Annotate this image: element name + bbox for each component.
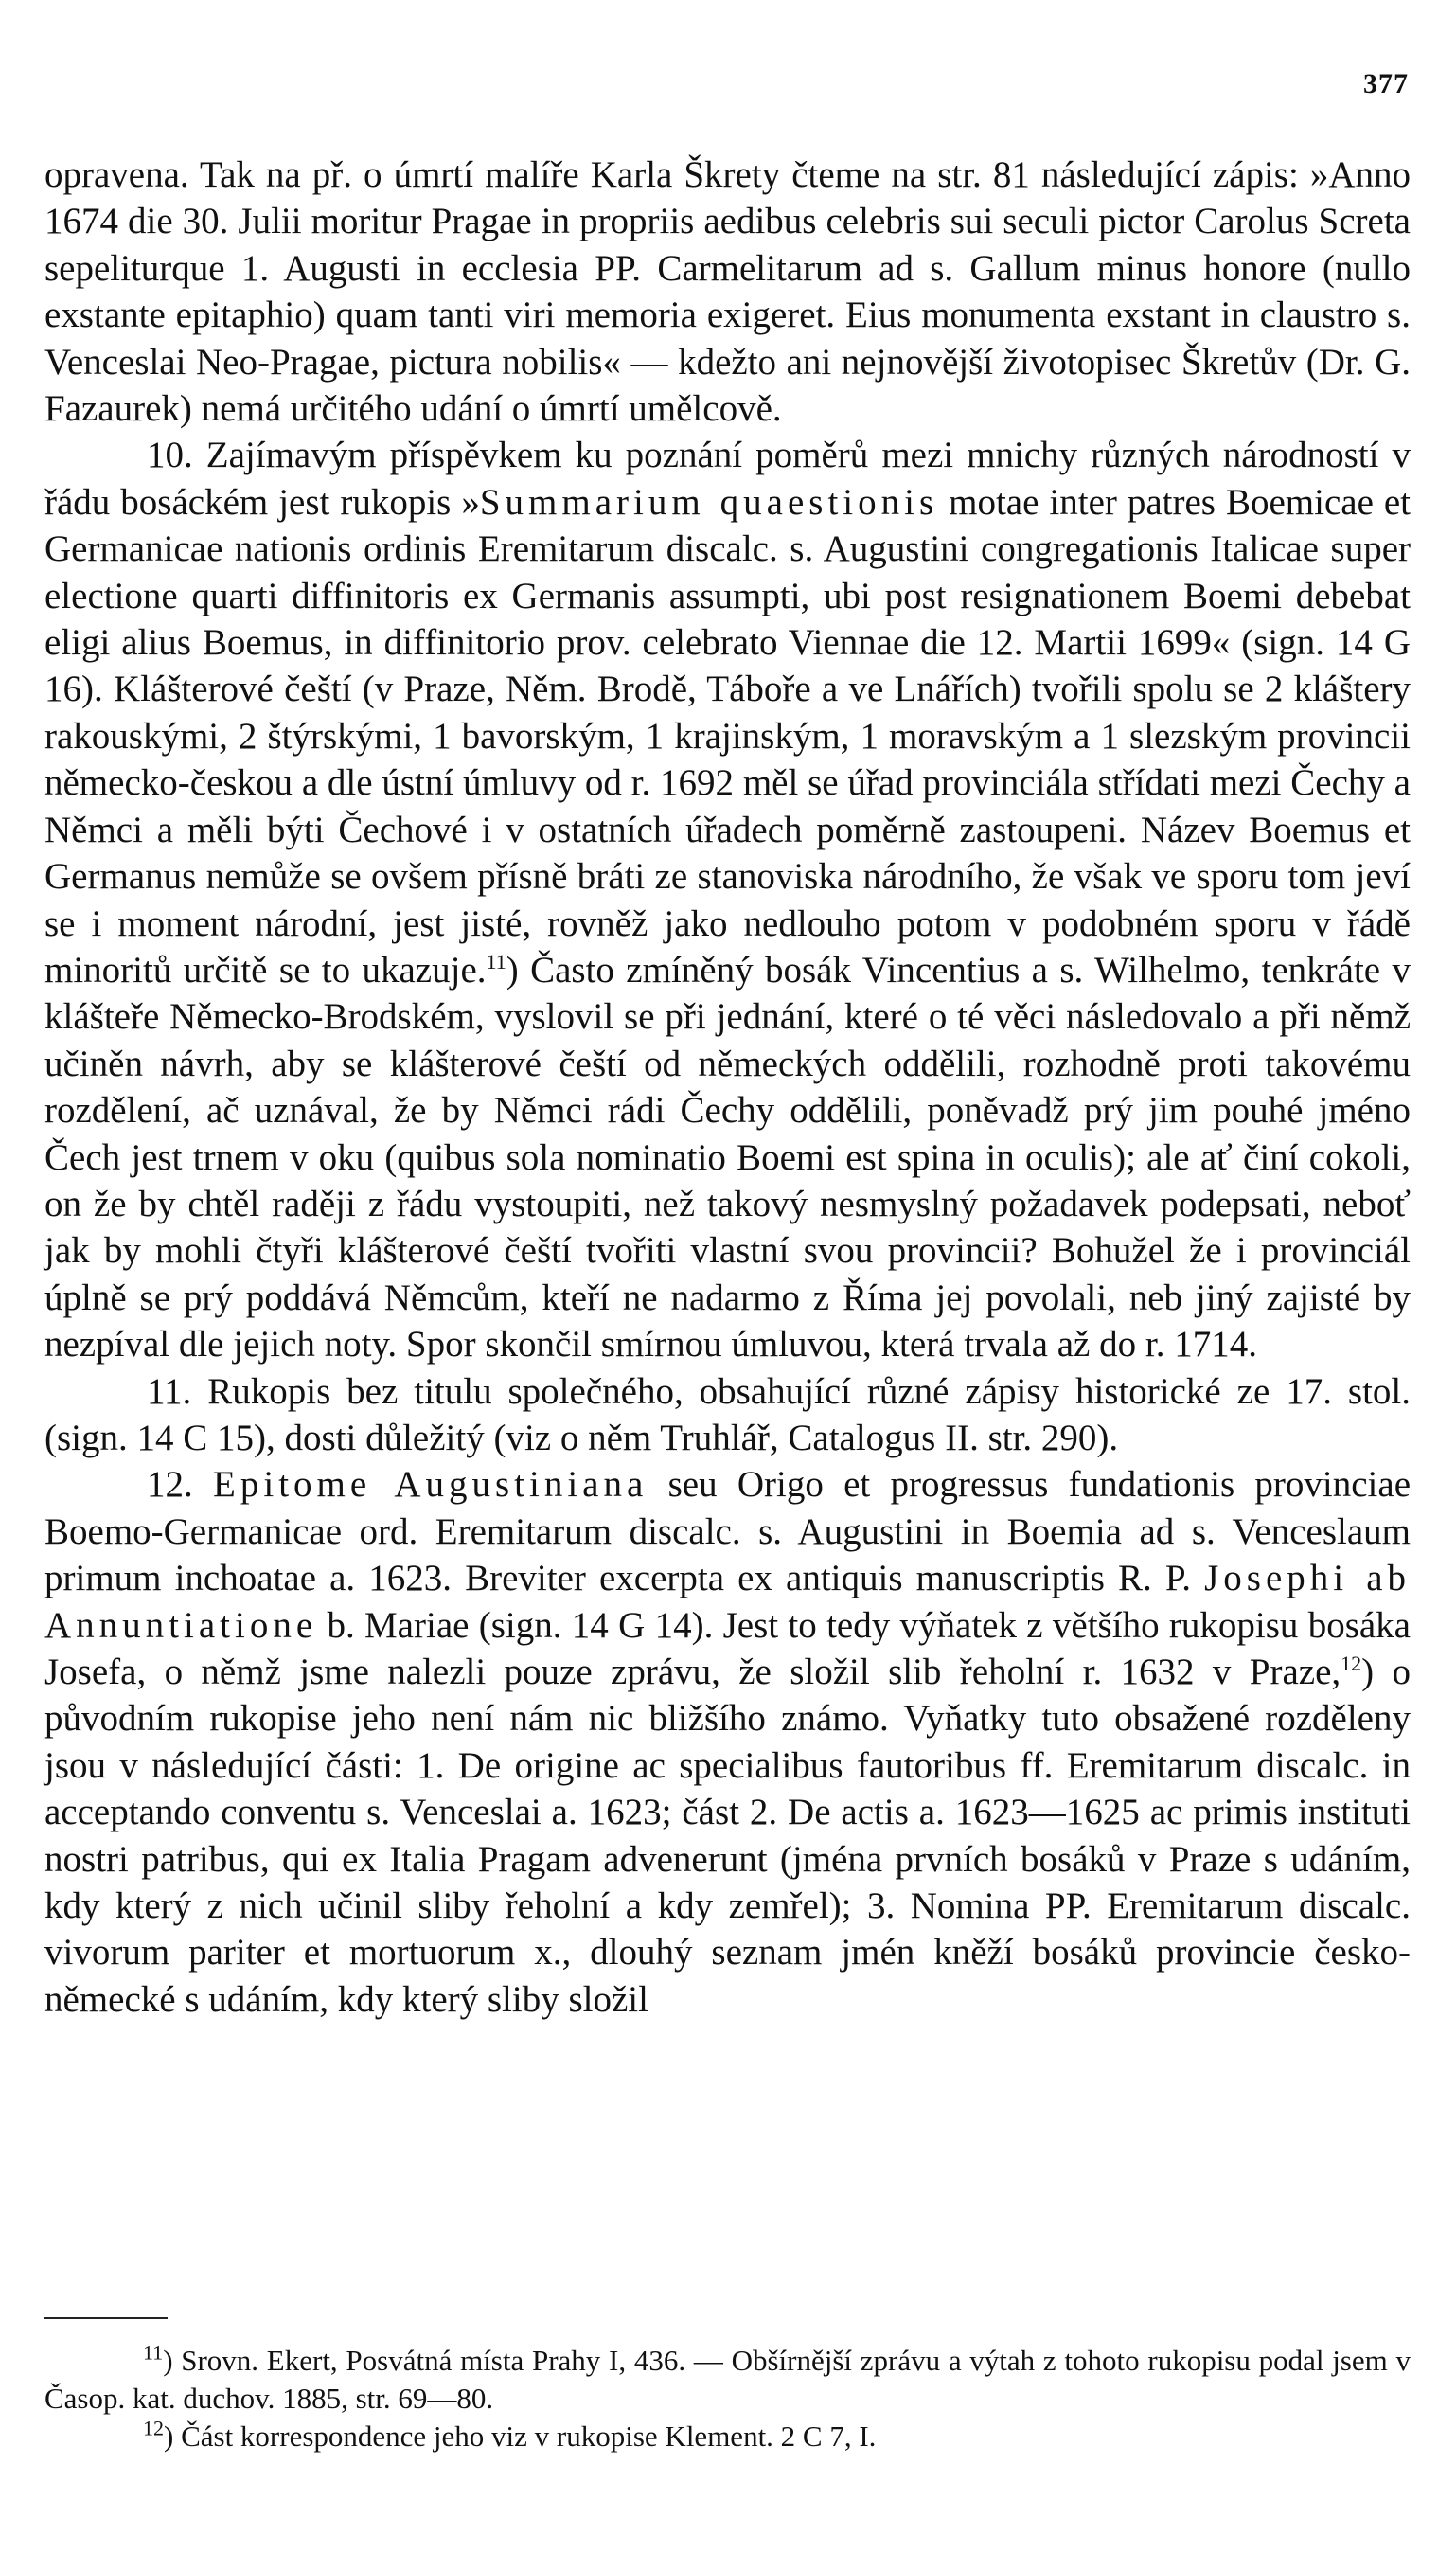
paragraph-text: 10. Zajímavým příspěvkem ku poznání poměrů mezi mnichy různých národností v řádu bosáckém jest rukopis » [44,435,1411,523]
footnote-text: ) Srovn. Ekert, Posvátná místa Prahy I, 436. — Obšírnější zprávu a výtah z tohoto rukopisu podal jsem v Časop. kat. duchov. 1885, str. 69—80. [44,2344,1411,2415]
footnote-text: ) Část korrespondence jeho viz v rukopise Klement. 2 C 7, I. [164,2420,877,2453]
footnote-mark: 11 [143,2340,164,2365]
paragraph-item-11 [44,1368,1411,1462]
footnote-mark: 12 [143,2416,164,2440]
footnote-divider [44,2317,168,2319]
footnote-12 [44,2418,1411,2456]
paragraph-text: 12. [147,1464,214,1506]
paragraph-text: 11. Rukopis bez titulu společného, obsahující různé zápisy historické ze 17. stol. (sign. 14 C 15), dosti důležitý (viz o něm Truhlář, Catalogus II. str. 290). [44,1370,1411,1458]
paragraph-text: ) o původním rukopise jeho není nám nic bližšího známo. Vyňatky tuto obsažené rozděleny jsou v následující části: 1. De origine ac specialibus fautoribus ff. Eremitarum discalc. in acceptando conventu s. Venceslai a. 1623; část 2. De actis a. 1623—1625 ac primis instituti nostri patribus, qui ex Italia Pragam advenerunt (jména prvních bosáků v Praze s udáním, kdy který z nich učinil sliby řeholní a kdy zemřel); 3. Nomina PP. Eremitarum discalc. vivorum pariter et mortuorum x., dlouhý seznam jmén kněží bosáků provincie česko-německé s udáním, kdy který sliby složil [44,1652,1411,2020]
footnote-ref: 12 [1341,1652,1362,1675]
spaced-title: Summarium quaestionis [479,481,939,523]
paragraph-item-12 [44,1461,1411,2023]
paragraph-text: b. Mariae (sign. 14 G 14). Jest to tedy výňatek z většího rukopisu bosáka Josefa, o němž jsme nalezli pouze zprávu, že složil slib řeholní r. 1632 v Praze, [44,1604,1411,1692]
main-text [44,152,1411,2023]
footnote-ref: 11 [486,949,506,973]
page-number: 377 [1363,68,1409,99]
paragraph-text: opravena. Tak na př. o úmrtí malíře Karla Škrety čteme na str. 81 následující zápis: »Anno 1674 die 30. Julii moritur Pragae in propriis aedibus celebris sui seculi pictor Carolus Screta sepeliturque 1. Augusti in ecclesia PP. Carmelitarum ad s. Gallum minus honore (nullo exstante epitaphio) quam tanti viri memoria exigeret. Eius monumenta exstant in claustro s. Venceslai Neo-Pragae, pictura nobilis« — kdežto ani nejnovější životopisec Škretův (Dr. G. Fazaurek) nemá určitého udání o úmrtí umělcově. [44,154,1411,430]
paragraph-text: motae inter patres Boemicae et Germanicae nationis ordinis Eremitarum discalc. s. Augustini congregationis Italicae super electione quarti diffinitoris ex Germanis assumpti, ubi post resignationem Boemi debebat eligi alius Boemus, in diffinitorio prov. celebrato Viennae die 12. Martii 1699« (sign. 14 G 16). Klášterové čeští (v Praze, Něm. Brodě, Táboře a ve Lnářích) tvořili spolu se 2 kláštery rakouskými, 2 štýrskými, 1 bavorským, 1 krajinským, 1 moravským a 1 slezským provincii německo-českou a dle ústní úmluvy od r. 1692 měl se úřad provinciála střídati mezi Čechy a Němci a měli býti Čechové i v ostatních úřadech poměrně zastoupeni. Název Boemus et Germanus nemůže se ovšem přísně bráti ze stanoviska národního, že však ve sporu tom jeví se i moment národní, jest jisté, rovněž jako nedlouho potom v podobném sporu v řádě minoritů určitě se to ukazuje. [44,481,1412,991]
spaced-author-name: Josephi ab Annuntiatione [44,1558,1411,1646]
spaced-title: Epitome Augustiniana [213,1464,648,1506]
footnote-11 [44,2342,1411,2418]
paragraph-text: seu Origo et progressus fundationis provinciae Boemo-Germanicae ord. Eremitarum discalc. s. Augustini in Boemia ad s. Venceslaum primum inchoatae a. 1623. Breviter excerpta ex antiquis manuscriptis R. P. [44,1464,1412,1599]
footnotes [44,2342,1411,2456]
paragraph-continued [44,152,1411,432]
paragraph-text: ) Často zmíněný bosák Vincentius a s. Wilhelmo, tenkráte v klášteře Německo-Brodském, vyslovil se při jednání, které o té věci následovalo a při němž učiněn návrh, aby se klášterové čeští od německých oddělili, rozhodně proti takovému rozdělení, ač uznával, že by Němci rádi Čechy oddělili, poněvadž prý jim pouhé jméno Čech jest trnem v oku (quibus sola nominatio Boemi est spina in oculis); ale ať činí cokoli, on že by chtěl raději z řádu vystoupiti, než takový nesmyslný požadavek podepsati, neboť jak by mohli čtyři klášterové čeští tvořiti vlastní svou provincii? Bohužel že i provinciál úplně se prý poddává Němcům, kteří ne nadarmo z Říma jej povolali, neb jiný zajisté by nezpíval dle jejich noty. Spor skončil smírnou úmluvou, která trvala až do r. 1714. [44,949,1412,1366]
paragraph-item-10 [44,432,1411,1367]
